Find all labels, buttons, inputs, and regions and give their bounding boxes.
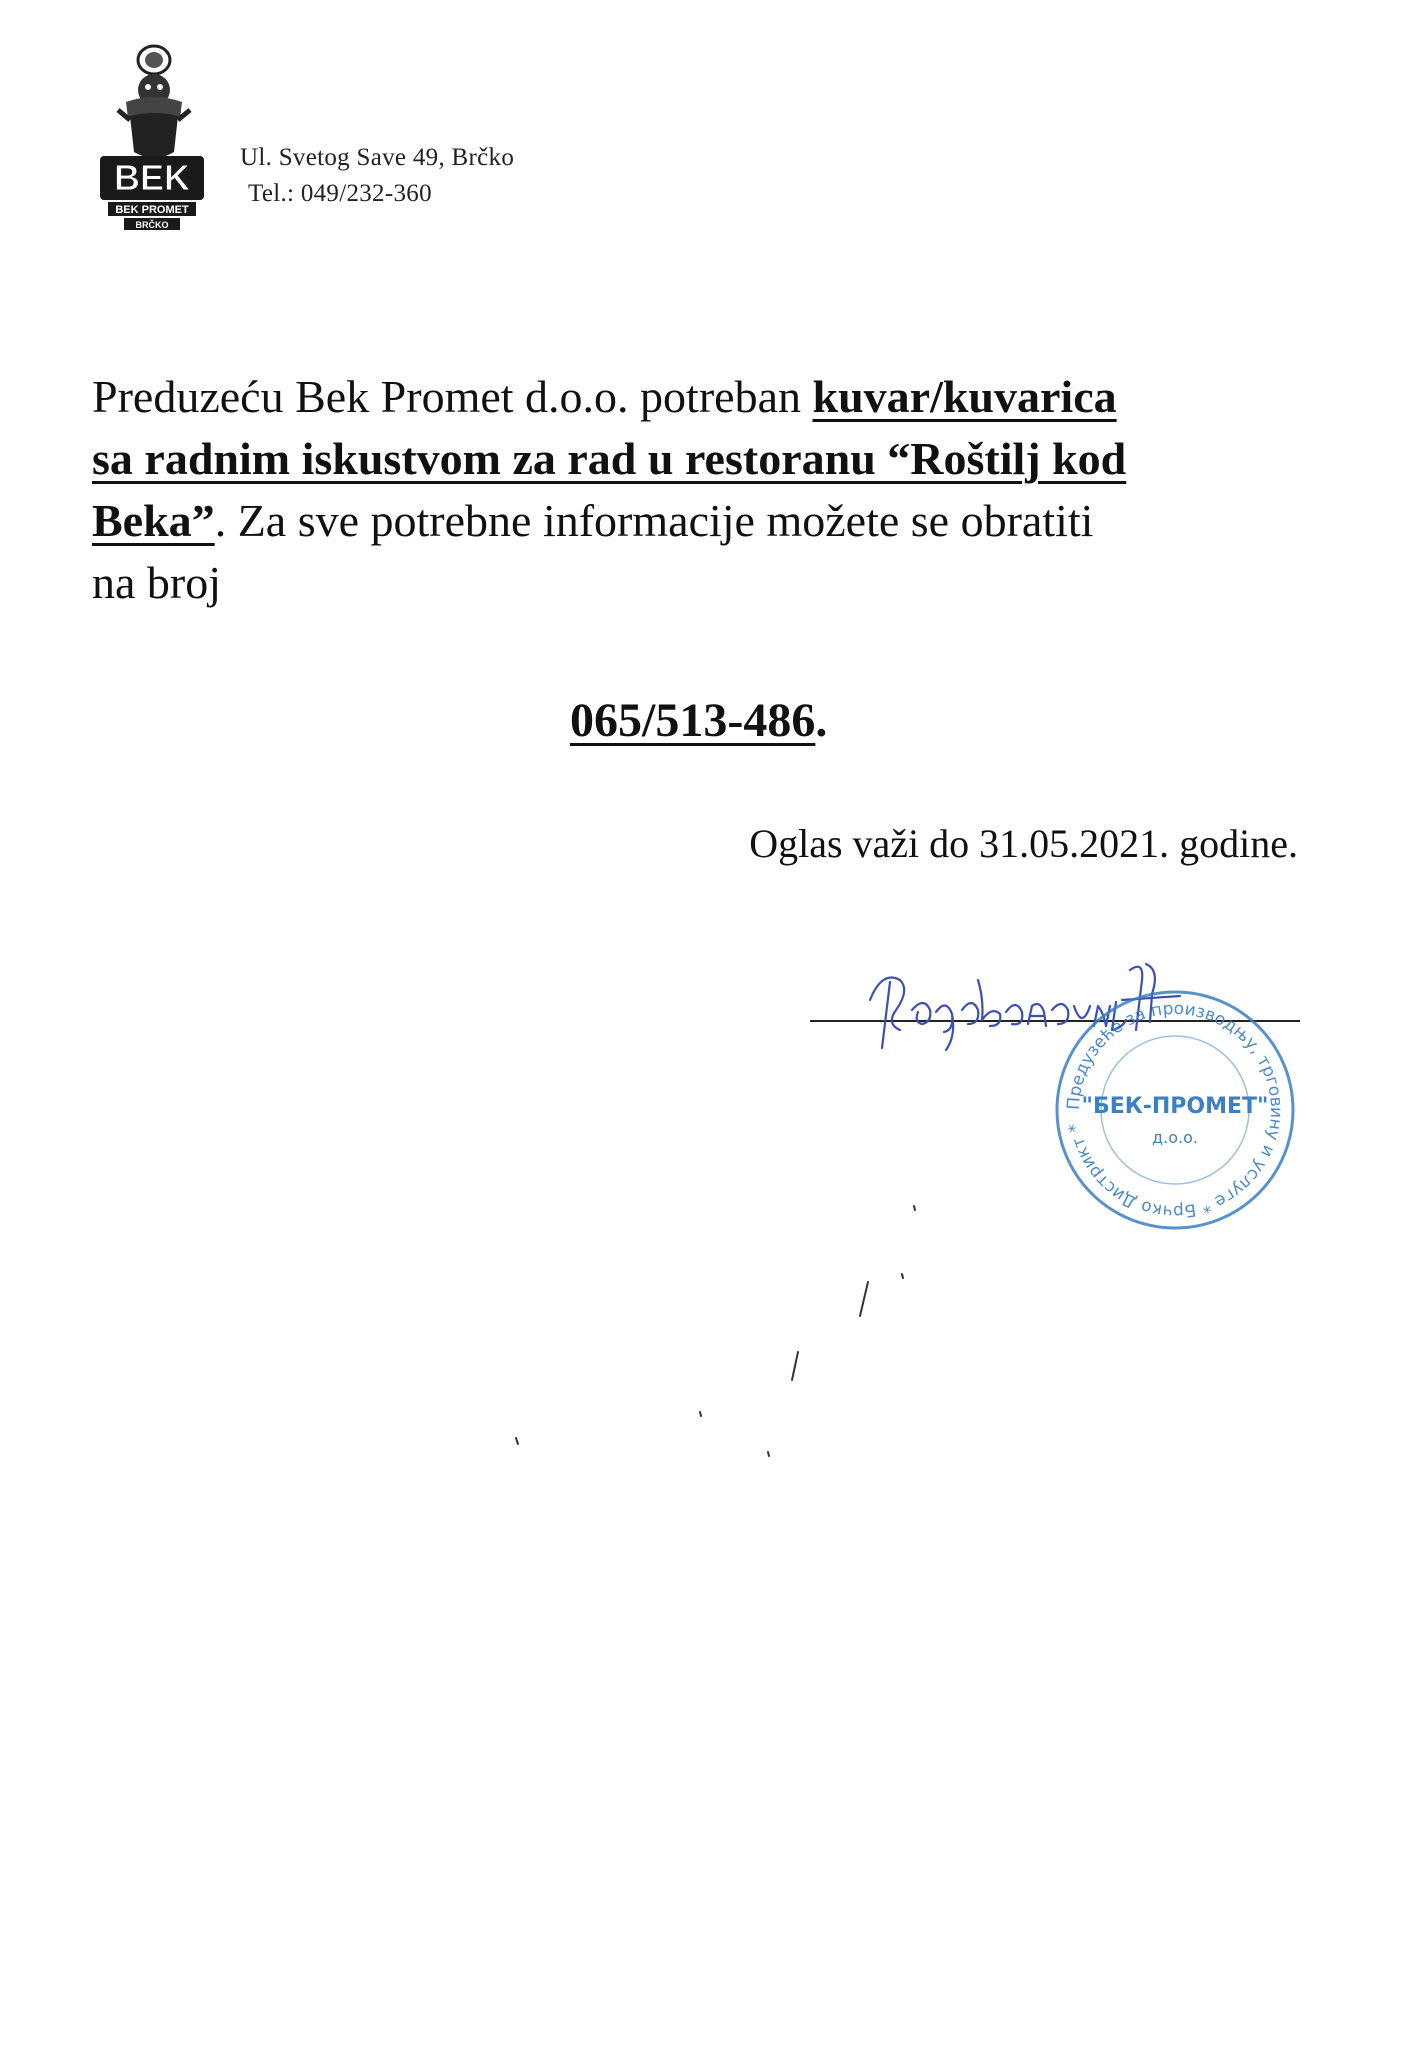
stamp-company-name: "БЕК-ПРОМЕТ": [1081, 1094, 1269, 1119]
job-requirement: sa radnim iskustvom za rad u restoranu “Roštilj kod: [92, 433, 1127, 484]
letterhead-phone: Tel.: 049/232-360: [248, 180, 432, 207]
announcement-line-2: [92, 428, 1342, 490]
address-line: Ul. Svetog Save 49, Brčko: [240, 144, 515, 171]
intro-text: Preduzeću Bek Promet d.o.o. potreban: [92, 371, 813, 422]
stamp-ring-text: Предузеће за производњу, трговину и услуге * Брчко Дистрикт *: [1063, 998, 1287, 1222]
restaurant-name-end: Beka”: [92, 495, 215, 546]
company-stamp: [1050, 985, 1300, 1235]
contact-instruction: . Za sve potrebne informacije možete se obratiti: [214, 495, 1094, 546]
stamp-company-type: д.о.о.: [1152, 1128, 1198, 1147]
contact-number-value: 065/513-486: [570, 694, 816, 747]
announcement-line-1: [92, 366, 1342, 428]
announcement-paragraph: [92, 366, 1342, 614]
letterhead-address-block: [240, 140, 514, 212]
validity-note: Oglas važi do 31.05.2021. godine.: [749, 821, 1298, 866]
job-title: kuvar/kuvarica: [812, 371, 1117, 422]
contact-number-suffix: .: [815, 694, 828, 747]
logo-subtext: BEK PROMET: [115, 204, 189, 216]
announcement-line-3: [92, 490, 1342, 552]
contact-number: [570, 690, 827, 752]
logo-city: BRČKO: [135, 220, 169, 230]
company-logo: [96, 40, 208, 240]
logo-text: BEK: [113, 157, 191, 198]
contact-instruction-end: na broj: [92, 557, 222, 608]
announcement-line-4: [92, 552, 1342, 614]
